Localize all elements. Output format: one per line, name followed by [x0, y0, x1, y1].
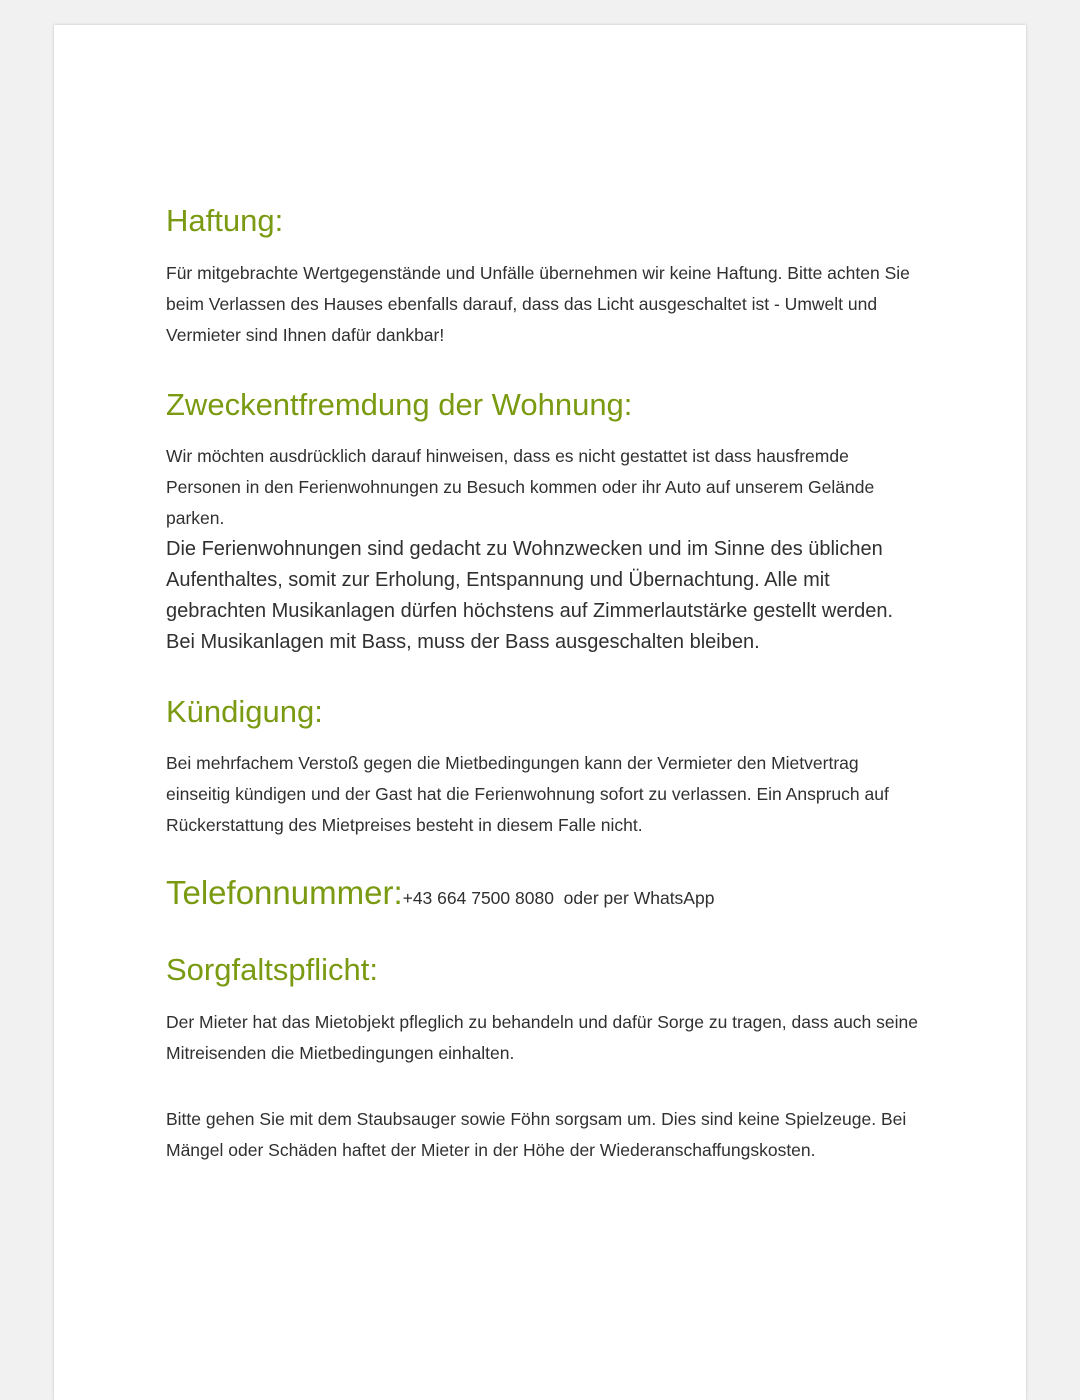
- document-content: [166, 201, 926, 1166]
- paragraph-zweckentfremdung-2: Die Ferienwohnungen sind gedacht zu Wohnzwecken und im Sinne des üblichen Aufenthaltes, somit zur Erholung, Entspannung und Übernachtung. Alle mit gebrachten Musikanlagen dürfen höchstens auf Zimmerlautstärke gestellt werden. Bei Musikanlagen mit Bass, muss der Bass ausgeschalten bleiben.: [166, 538, 894, 653]
- paragraph-sorgfalt-2: Bitte gehen Sie mit dem Staubsauger sowie Föhn sorgsam um. Dies sind keine Spielzeuge. Bei Mängel oder Schäden haftet der Mieter in der Höhe der Wiederanschaffungskosten.: [166, 1109, 907, 1160]
- heading-haftung: Haftung:: [166, 203, 284, 238]
- document-page: [54, 25, 1026, 1400]
- section-zweckentfremdung: [166, 385, 926, 658]
- paragraph-kuendigung: Bei mehrfachem Verstoß gegen die Mietbedingungen kann der Vermieter den Mietvertrag einseitig kündigen und der Gast hat die Ferienwohnung sofort zu verlassen. Ein Anspruch auf Rückerstattung des Mietpreises besteht in diesem Falle nicht.: [166, 753, 889, 835]
- heading-telefon: Telefonnummer:: [166, 874, 403, 911]
- paragraph-sorgfalt-1: Der Mieter hat das Mietobjekt pfleglich zu behandeln und dafür Sorge zu tragen, dass auch seine Mitreisenden die Mietbedingungen einhalten.: [166, 1012, 918, 1063]
- section-telefon: [166, 873, 926, 914]
- heading-sorgfaltspflicht: Sorgfaltspflicht:: [166, 952, 378, 987]
- heading-kuendigung: Kündigung:: [166, 694, 323, 729]
- paragraph-zweckentfremdung-1: Wir möchten ausdrücklich darauf hinweisen, dass es nicht gestattet ist dass hausfremde Personen in den Ferienwohnungen zu Besuch kommen oder ihr Auto auf unserem Gelände parken.: [166, 446, 875, 528]
- heading-zweckentfremdung: Zweckentfremdung der Wohnung:: [166, 387, 633, 422]
- section-kuendigung: [166, 692, 926, 841]
- paragraph-haftung: Für mitgebrachte Wertgegenstände und Unfälle übernehmen wir keine Haftung. Bitte achten Sie beim Verlassen des Hauses ebenfalls darauf, dass das Licht ausgeschaltet ist - Umwelt und Vermieter sind Ihnen dafür dankbar!: [166, 263, 910, 345]
- section-sorgfaltspflicht: [166, 950, 926, 1166]
- section-haftung: [166, 201, 926, 351]
- phone-number-text: +43 664 7500 8080 oder per WhatsApp: [402, 888, 715, 908]
